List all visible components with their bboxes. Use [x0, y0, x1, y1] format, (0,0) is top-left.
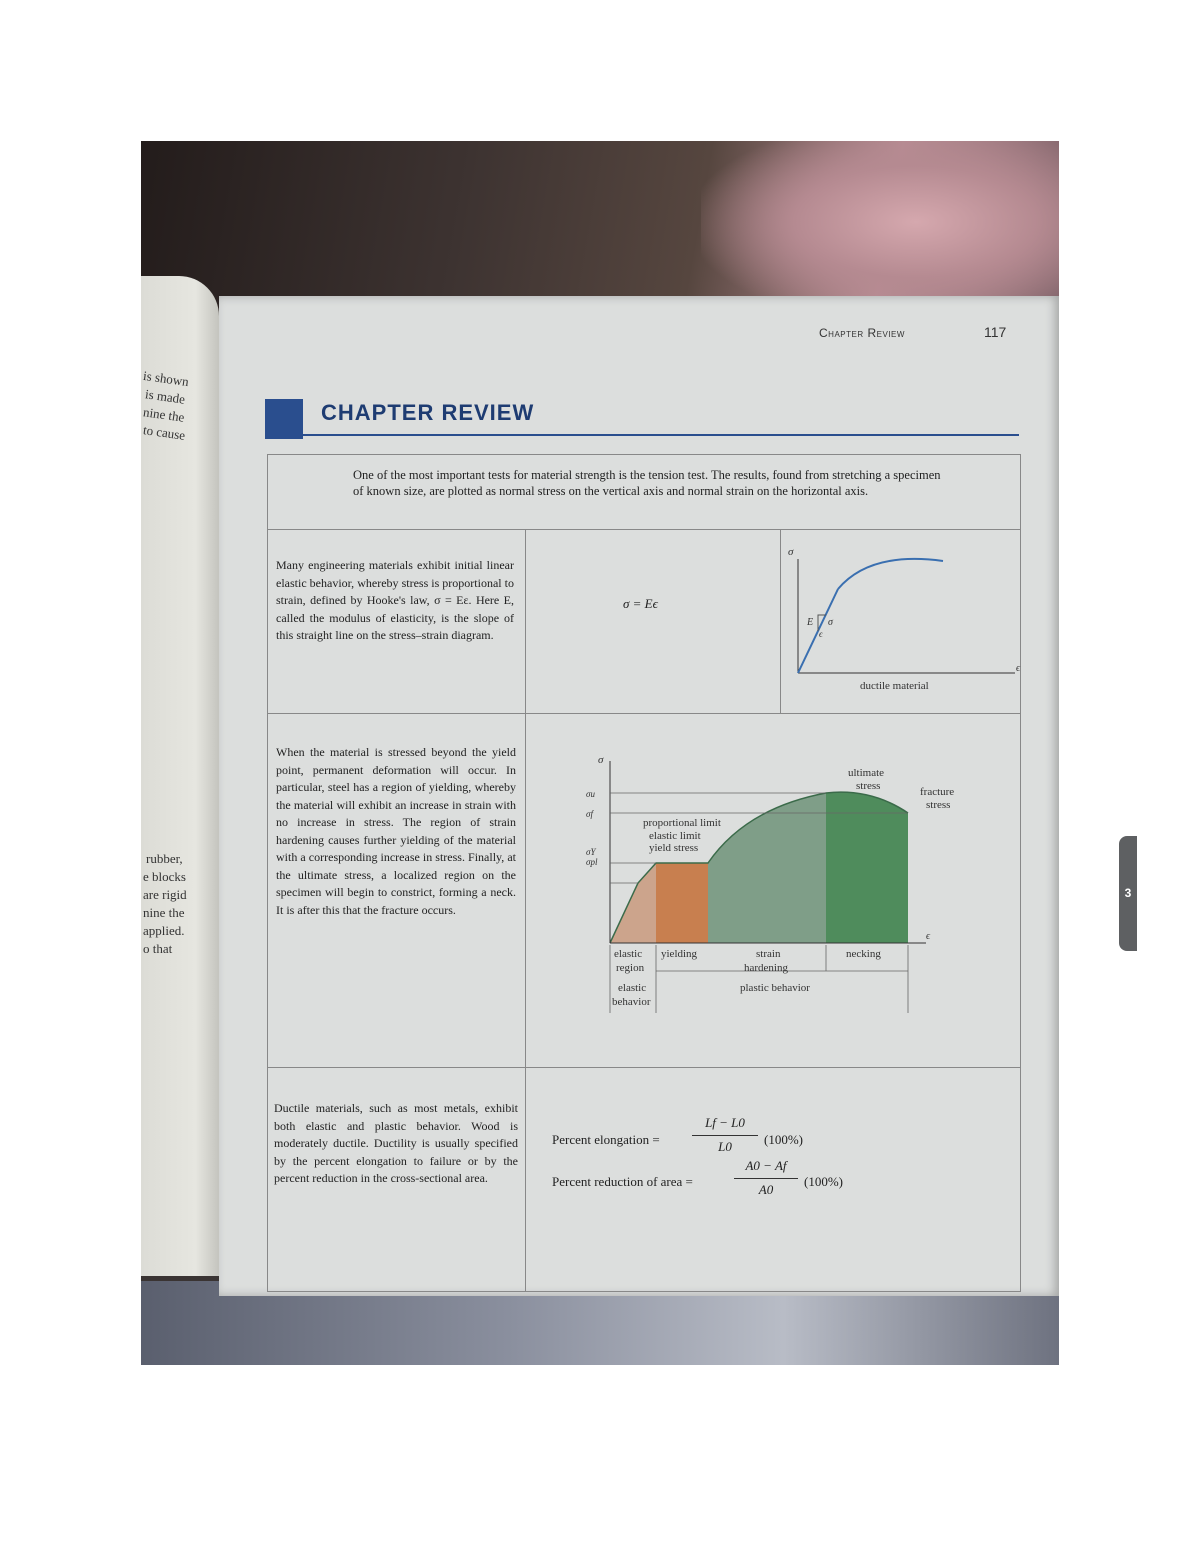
- yielding-label: yielding: [661, 948, 698, 960]
- ultimate-stress-label: stress: [856, 780, 881, 792]
- fracture-stress-label: fracture: [920, 786, 955, 798]
- left-fragment: e blocks: [143, 869, 186, 884]
- elastic-region-fill: [610, 863, 656, 943]
- sigma-u-label: σu: [586, 789, 595, 799]
- elastic-region-label: elastic: [614, 948, 643, 960]
- background-fabric: [701, 141, 1059, 321]
- chapter-thumb-tab: 3: [1119, 836, 1137, 951]
- elongation-fraction-line: [692, 1135, 758, 1136]
- left-fragment: nine the: [143, 905, 185, 920]
- percent-elongation-label: Percent elongation =: [552, 1132, 660, 1147]
- elastic-behavior-label: behavior: [612, 996, 651, 1008]
- intro-text: One of the most important tests for material strength is the tension test. The results, found from stretching a specimen of known size, are plotted as normal stress on the vertical axis and normal strain on the horizontal axis.: [353, 468, 941, 498]
- sigma-Y-label: σY: [586, 847, 596, 857]
- proportional-limit-label: proportional limit: [643, 817, 721, 829]
- title-block: [265, 399, 303, 439]
- title-rule: [303, 434, 1019, 436]
- fracture-stress-label: stress: [926, 799, 951, 811]
- elastic-limit-label: elastic limit: [649, 830, 701, 842]
- yielding-text: When the material is stressed beyond the yield point, permanent deformation will occur. In particular, steel has a region of yielding, whereby the material will exhibit an increase in strain with no increase in stress. The region of strain hardening causes further yielding of the material with a corresponding increase in stress. Finally, at the ultimate stress, a localized region on the specimen will begin to constrict, forming a neck. It is after this that the fracture occurs.: [276, 745, 516, 917]
- elastic-behavior-label: elastic: [618, 982, 647, 994]
- left-fragment: nine the: [142, 404, 186, 425]
- running-head: Chapter Review: [819, 326, 905, 340]
- hookes-law-text: Many engineering materials exhibit initial linear elastic behavior, whereby stress is proportional to strain, defined by Hooke's law, σ = Eε. Here E, called the modulus of elasticity, is the slope of this straight line on the stress–strain diagram.: [276, 558, 514, 642]
- right-page: [219, 296, 1132, 1296]
- left-fragment: rubber,: [146, 851, 183, 866]
- plastic-curve: [838, 559, 943, 589]
- reduction-denominator: A0: [758, 1182, 774, 1197]
- strain-hardening-label: hardening: [744, 962, 788, 974]
- left-fragment: is made: [144, 386, 186, 407]
- reduction-numerator: A0 − Af: [745, 1158, 787, 1173]
- slope-E-label: E: [807, 617, 814, 628]
- elastic-region-label: region: [616, 962, 645, 974]
- yield-stress-label: yield stress: [649, 842, 699, 854]
- stress-strain-diagram: [526, 713, 1020, 1067]
- left-fragment: are rigid: [143, 887, 187, 902]
- ultimate-stress-label: ultimate: [848, 767, 885, 779]
- left-fragment: applied.: [143, 923, 185, 938]
- x-axis-label: ϵ: [926, 931, 931, 942]
- necking-region-fill: [826, 792, 908, 943]
- slope-sigma-label: σ: [828, 617, 833, 628]
- necking-label: necking: [846, 948, 881, 960]
- x-axis-label: ϵ: [1016, 663, 1021, 674]
- left-fragment: to cause: [142, 422, 187, 443]
- reduction-factor: (100%): [804, 1174, 843, 1189]
- strain-hardening-label: strain: [756, 948, 781, 960]
- hookes-law-equation: σ = Eϵ: [623, 596, 658, 611]
- ductility-text: Ductile materials, such as most metals, exhibit both elastic and plastic behavior. Wood is moderately ductile. Ductility is usually specified by the percent elongation to failure or by the percent reduction in the cross-sectional area.: [274, 1101, 518, 1185]
- left-fragment: is shown: [142, 367, 190, 390]
- yielding-region-fill: [656, 863, 708, 943]
- slope-eps-label: ϵ: [819, 629, 823, 639]
- plastic-behavior-label: plastic behavior: [740, 982, 810, 994]
- sigma-f-label: σf: [586, 809, 593, 819]
- elongation-numerator: Lf − L0: [705, 1115, 745, 1130]
- elongation-denominator: L0: [718, 1139, 732, 1154]
- row-divider: [268, 1067, 1020, 1068]
- review-table: [267, 454, 1021, 1292]
- chapter-title: CHAPTER REVIEW: [321, 400, 535, 425]
- page-number: 117: [984, 324, 1007, 340]
- ductile-caption: ductile material: [860, 680, 929, 692]
- left-page: [141, 276, 219, 1276]
- elongation-factor: (100%): [764, 1132, 803, 1147]
- photo-frame: [141, 141, 1132, 1365]
- ductile-diagram: [780, 529, 1020, 713]
- sigma-pl-label: σpl: [586, 857, 598, 867]
- hardening-region-fill: [708, 793, 826, 943]
- y-axis-label: σ: [598, 754, 604, 766]
- y-axis-label: σ: [788, 546, 794, 558]
- left-fragment: o that: [143, 941, 173, 956]
- percent-reduction-label: Percent reduction of area =: [552, 1174, 693, 1189]
- reduction-fraction-line: [734, 1178, 798, 1179]
